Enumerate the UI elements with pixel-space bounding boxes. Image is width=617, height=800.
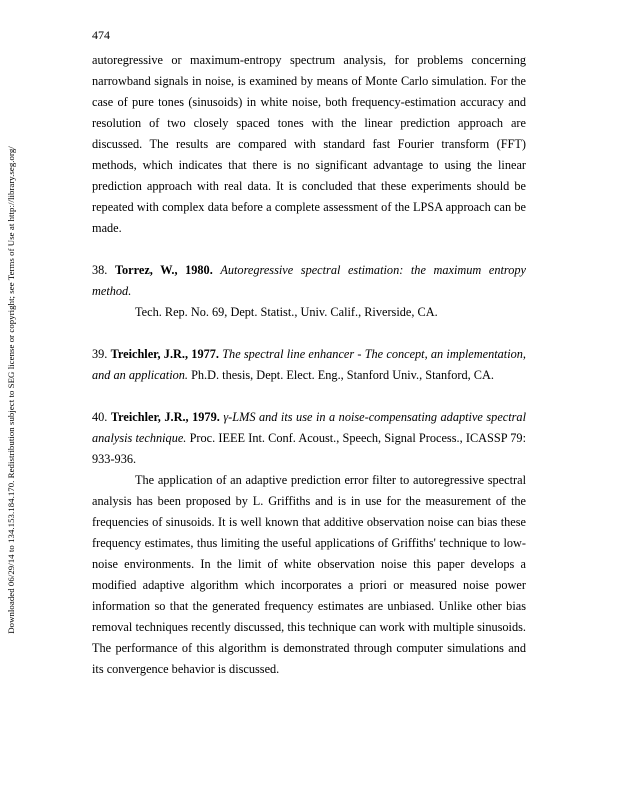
reference-author: Treichler, J.R., 1979. bbox=[110, 410, 220, 424]
reference-source: Proc. IEEE Int. Conf. Acoust., Speech, Signal Process., ICASSP 79: 933-936. bbox=[92, 431, 526, 466]
download-notice-text: Downloaded 06/29/14 to 134.153.184.170. Redistribution subject to SEG license or copyright; see Terms of Use at http://library.seg.org/ bbox=[6, 146, 16, 634]
page-number: 474 bbox=[92, 28, 110, 42]
reference-40 bbox=[92, 407, 526, 680]
reference-title: Autoregressive spectral estimation: the maximum entropy method. bbox=[92, 263, 526, 298]
download-notice bbox=[4, 90, 18, 690]
reference-39 bbox=[92, 344, 526, 386]
reference-number: 40. bbox=[92, 410, 108, 424]
reference-38 bbox=[92, 260, 526, 323]
intro-paragraph: autoregressive or maximum-entropy spectrum analysis, for problems concerning narrowband signals in noise, is examined by means of Monte Carlo simulation. For the case of pure tones (sinusoids) in white noise, both frequency-estimation accuracy and resolution of two closely spaced tones with the linear prediction approach are discussed. The results are compared with standard fast Fourier transform (FFT) methods, which indicates that there is no significant advantage to using the linear prediction approach with real data. It is concluded that these experiments should be repeated with complex data before a complete assessment of the LPSA approach can be made. bbox=[92, 53, 526, 235]
reference-author: Torrez, W., 1980. bbox=[114, 263, 213, 277]
page-content bbox=[92, 20, 526, 680]
reference-title: The spectral line enhancer - The concept, an implementation, and an application. bbox=[92, 347, 527, 382]
reference-author: Treichler, J.R., 1977. bbox=[110, 347, 219, 361]
reference-source: Ph.D. thesis, Dept. Elect. Eng., Stanford Univ., Stanford, CA. bbox=[191, 368, 494, 382]
reference-title: γ-LMS and its use in a noise-compensating adaptive spectral analysis technique. bbox=[92, 410, 527, 445]
reference-source: Tech. Rep. No. 69, Dept. Statist., Univ. Calif., Riverside, CA. bbox=[135, 305, 438, 319]
reference-number: 38. bbox=[92, 263, 108, 277]
reference-abstract: The application of an adaptive prediction error filter to autoregressive spectral analysis has been proposed by L. Griffiths and is in use for the measurement of the frequencies of sinusoids. It is well known that additive observation noise can bias these frequency estimates, thus limiting the useful applications of Griffiths' technique to low-noise environments. In the limit of white observation noise this paper develops a modified adaptive algorithm which incorporates a priori or measured noise power information so that the generated frequency estimates are unbiased. Unlike other bias removal techniques recently discussed, this technique can work with multiple sinusoids. The performance of this algorithm is demonstrated through computer simulations and its convergence behavior is discussed. bbox=[92, 473, 526, 676]
reference-number: 39. bbox=[92, 347, 108, 361]
